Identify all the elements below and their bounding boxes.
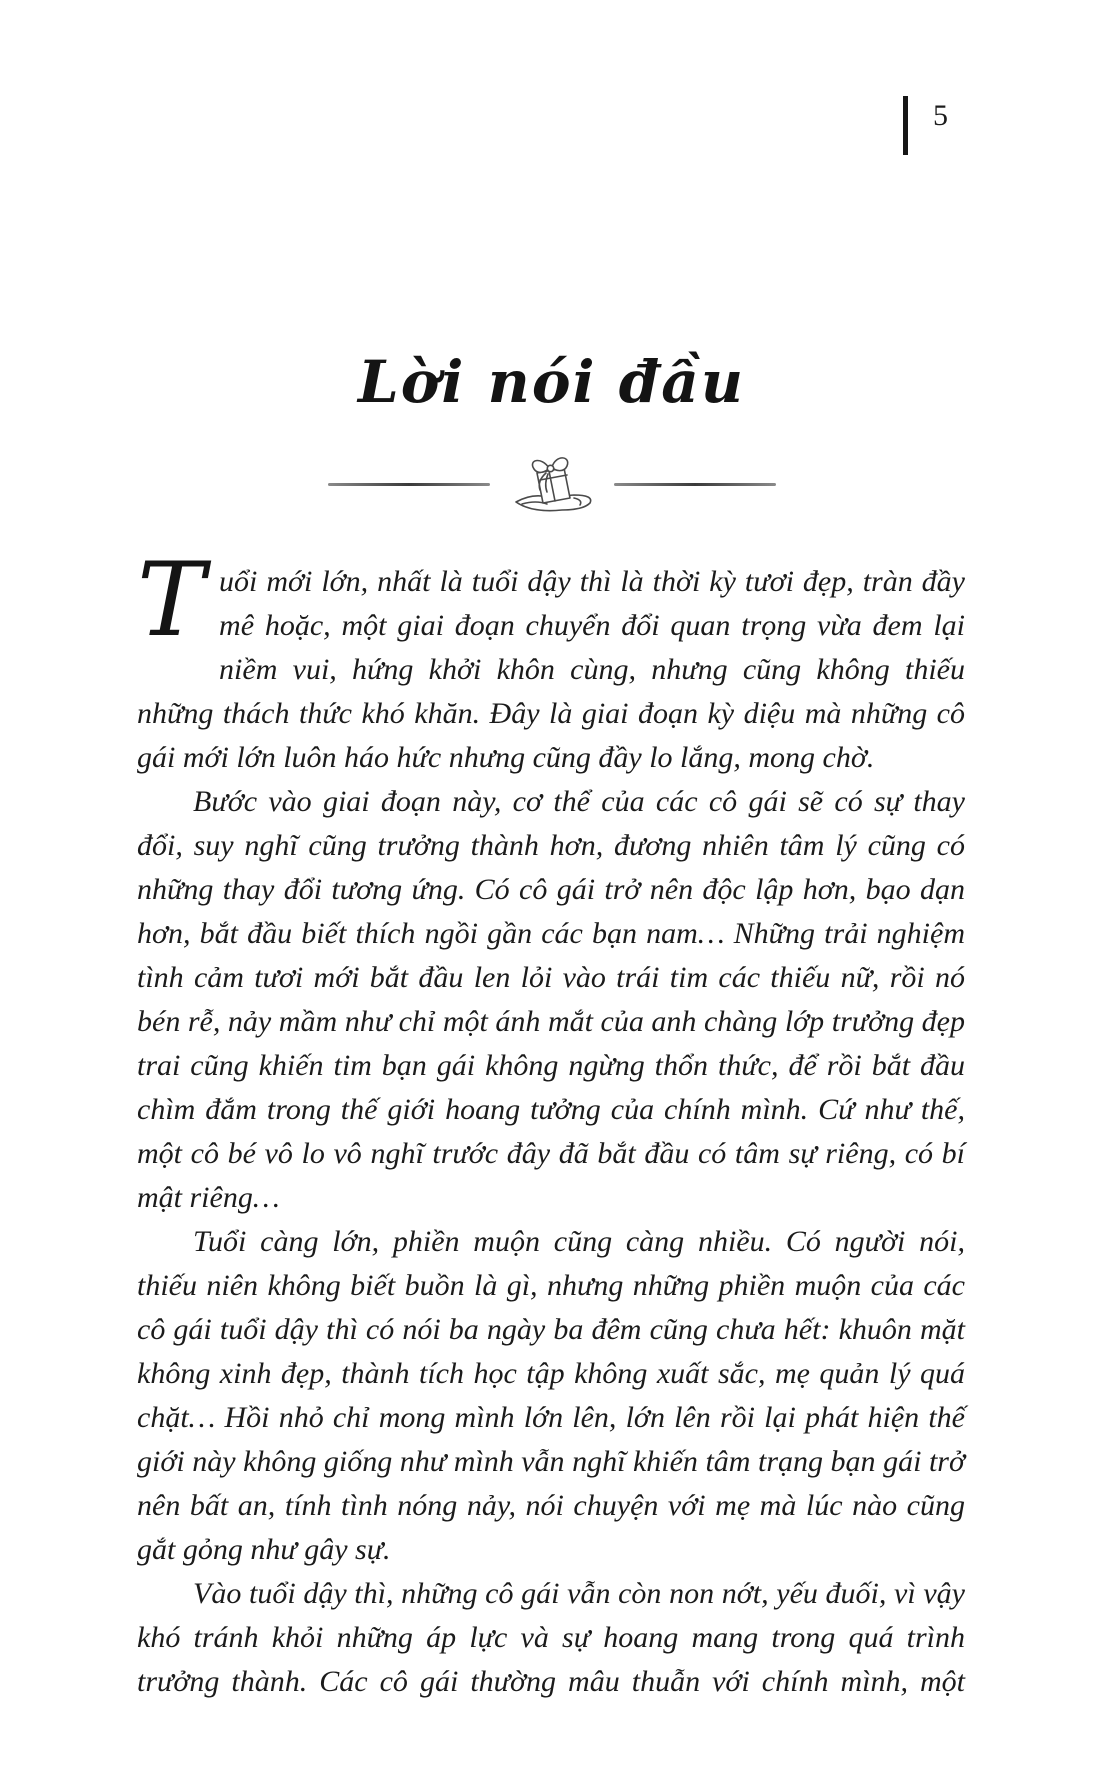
paragraph-4: Vào tuổi dậy thì, những cô gái vẫn còn non nớt, yếu đuối, vì vậy khó tránh khỏi những áp lực và sự hoang mang trong quá trình trưởng thành. Các cô gái thường mâu thuẫn với chính mình, một — [137, 1577, 965, 1698]
paragraph-1-text: uổi mới lớn, nhất là tuổi dậy thì là thời kỳ tươi đẹp, tràn đầy mê hoặc, một giai đoạn chuyển đổi quan trọng vừa đem lại niềm vui, hứng khởi khôn cùng, nhưng cũng không thiếu những thách thức khó khăn. Đây là giai đoạn kỳ diệu mà những cô gái mới lớn luôn háo hức nhưng cũng đầy lo lắng, mong chờ. — [137, 565, 965, 774]
preface-text — [137, 541, 965, 1704]
page-number-rule — [903, 96, 908, 155]
paragraph-3: Tuổi càng lớn, phiền muộn cũng càng nhiều. Có người nói, thiếu niên không biết buồn là gì, nhưng những phiền muộn của các cô gái tuổi dậy thì có nói ba ngày ba đêm cũng chưa hết: khuôn mặt không xinh đẹp, thành tích học tập không xuất sắc, mẹ quản lý quá chặt… Hồi nhỏ chỉ mong mình lớn lên, lớn lên rồi lại phát hiện thế giới này không giống như mình vẫn nghĩ khiến tâm trạng bạn gái trở nên bất an, tính tình nóng nảy, nói chuyện với mẹ mà lúc nào cũng gắt gỏng như gây sự. — [137, 1225, 965, 1566]
paragraph-2: Bước vào giai đoạn này, cơ thể của các cô gái sẽ có sự thay đổi, suy nghĩ cũng trưởng thành hơn, đương nhiên tâm lý cũng có những thay đổi tương ứng. Có cô gái trở nên độc lập hơn, bạo dạn hơn, bắt đầu biết thích ngồi gần các bạn nam… Những trải nghiệm tình cảm tươi mới bắt đầu len lỏi vào trái tim các thiếu nữ, rồi nó bén rễ, nảy mầm như chỉ một ánh mắt của anh chàng lớp trưởng đẹp trai cũng khiến tim bạn gái không ngừng thổn thức, để rồi bắt đầu chìm đắm trong thế giới hoang tưởng của chính mình. Cứ như thế, một cô bé vô lo vô nghĩ trước đây đã bắt đầu có tâm sự riêng, có bí mật riêng… — [137, 785, 965, 1214]
divider-line-right — [614, 483, 776, 486]
drop-cap: T — [137, 541, 206, 660]
gift-in-hand-icon — [504, 452, 600, 516]
title-divider — [0, 452, 1103, 516]
page-number: 5 — [933, 99, 949, 132]
chapter-title: Lời nói đầu — [357, 348, 746, 416]
paragraph-1 — [137, 541, 965, 780]
divider-line-left — [328, 483, 490, 486]
